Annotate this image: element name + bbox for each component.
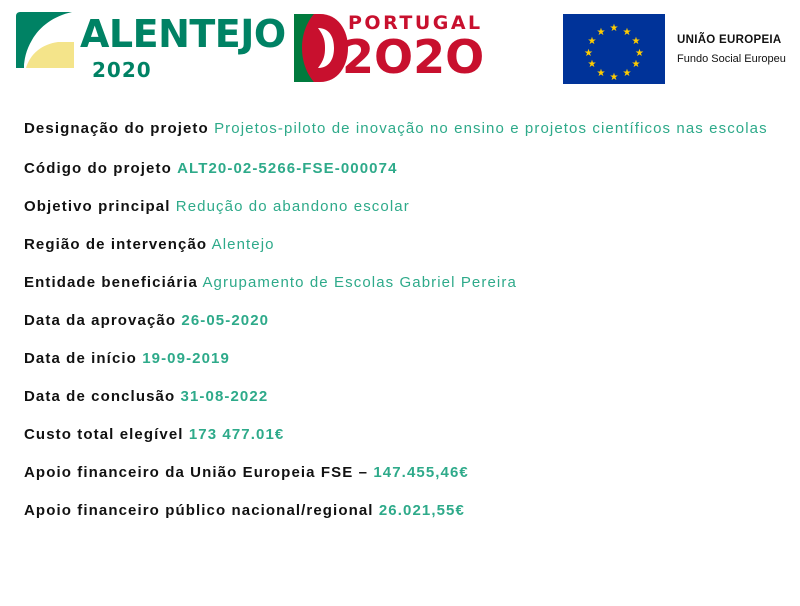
info-value: Projetos-piloto de inovação no ensino e projetos científicos nas escolas bbox=[214, 120, 768, 137]
alentejo-swirl-icon bbox=[14, 10, 76, 72]
eu-title: UNIÃO EUROPEIA bbox=[677, 33, 782, 46]
logo-header bbox=[0, 0, 800, 100]
info-row bbox=[24, 196, 776, 217]
info-row bbox=[24, 386, 776, 407]
info-label: Código do projeto bbox=[24, 160, 172, 177]
info-value: 147.455,46€ bbox=[373, 464, 469, 481]
portugal-wordmark: PORTUGAL bbox=[348, 12, 483, 34]
info-value: 173 477.01€ bbox=[188, 426, 285, 443]
info-row bbox=[24, 462, 776, 483]
info-label: Apoio financeiro público nacional/regional bbox=[24, 502, 374, 519]
alentejo-2020-logo bbox=[14, 8, 286, 92]
info-label: Data de conclusão bbox=[24, 388, 176, 405]
info-value: Alentejo bbox=[211, 236, 275, 253]
european-union-logo bbox=[563, 14, 787, 84]
info-value-prefix: FSE – bbox=[320, 464, 369, 481]
info-value: 26.021,55€ bbox=[378, 502, 465, 519]
info-value: Agrupamento de Escolas Gabriel Pereira bbox=[202, 274, 517, 291]
info-value: Redução do abandono escolar bbox=[175, 198, 410, 215]
portugal-year: 2O2O bbox=[342, 30, 485, 84]
info-label: Designação do projeto bbox=[24, 120, 209, 137]
info-row bbox=[24, 348, 776, 369]
info-value: ALT20-02-5266-FSE-000074 bbox=[177, 160, 398, 177]
portugal-2020-logo bbox=[290, 6, 520, 94]
info-row bbox=[24, 500, 776, 521]
project-info-list bbox=[0, 100, 776, 521]
info-label: Data da aprovação bbox=[24, 312, 177, 329]
info-label: Apoio financeiro da União Europeia bbox=[24, 464, 316, 481]
info-value: 26-05-2020 bbox=[181, 312, 270, 329]
info-row bbox=[24, 158, 776, 179]
info-row bbox=[24, 118, 776, 139]
info-label: Custo total elegível bbox=[24, 426, 184, 443]
info-label: Objetivo principal bbox=[24, 198, 171, 215]
info-row bbox=[24, 272, 776, 293]
info-row bbox=[24, 424, 776, 445]
eu-flag-icon: ★ ★ ★ ★ ★ ★ ★ ★ ★ ★ ★ ★ bbox=[563, 14, 665, 84]
info-row bbox=[24, 310, 776, 331]
info-value: 31-08-2022 bbox=[180, 388, 269, 405]
info-label: Entidade beneficiária bbox=[24, 274, 198, 291]
info-label: Região de intervenção bbox=[24, 236, 208, 253]
info-row bbox=[24, 234, 776, 255]
alentejo-year: 2020 bbox=[92, 58, 152, 82]
eu-subtitle: Fundo Social Europeu bbox=[677, 52, 786, 65]
info-value: 19-09-2019 bbox=[142, 350, 230, 367]
info-label: Data de início bbox=[24, 350, 137, 367]
alentejo-wordmark: ALENTEJO bbox=[80, 12, 286, 56]
eu-text-block bbox=[665, 14, 786, 84]
